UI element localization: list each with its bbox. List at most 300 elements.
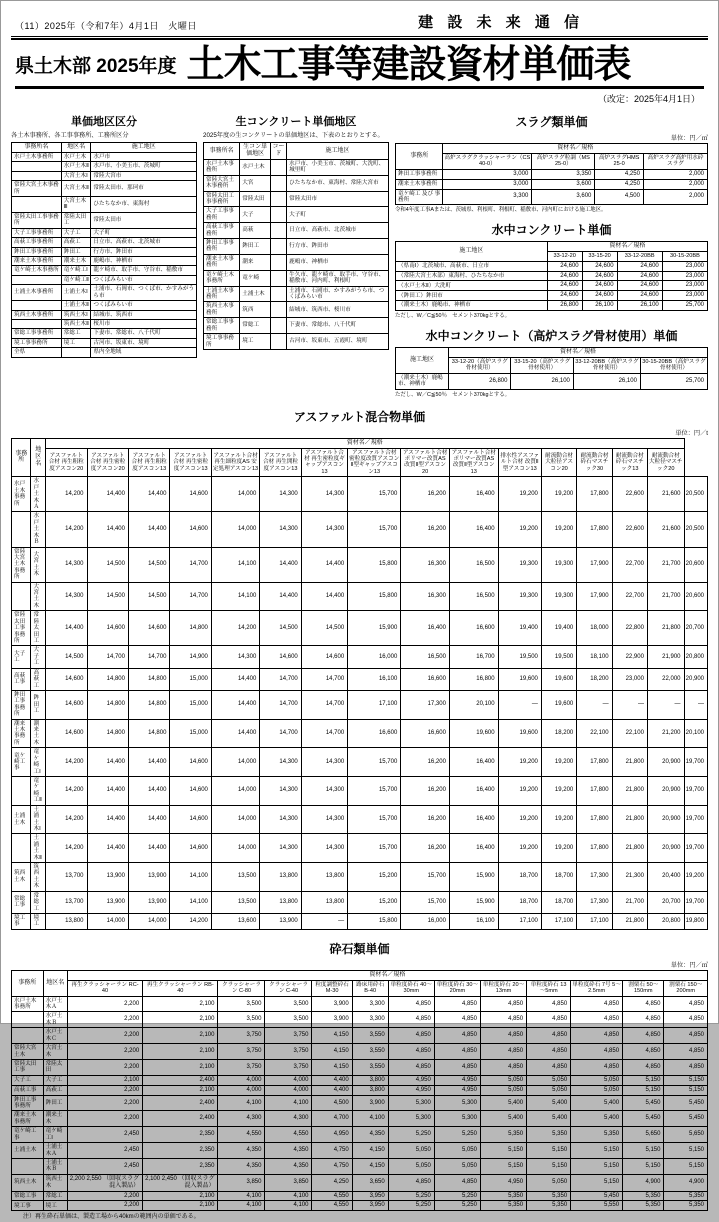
cell-value: 21,800 — [612, 777, 647, 806]
cell-value: 23,000 — [662, 291, 707, 301]
row-label: 竜ケ崎工Ⅰ — [31, 748, 46, 777]
cell-value: 4,550 — [312, 1191, 352, 1201]
cell-value: 14,000 — [211, 805, 259, 834]
cell-value: 16,600 — [449, 611, 498, 646]
cell-value: 19,300 — [541, 582, 576, 611]
table-row — [12, 748, 708, 777]
cell-value: 3,800 — [352, 1075, 388, 1085]
cell-value: 5,150 — [664, 1075, 708, 1085]
cell-value: 15,700 — [348, 477, 401, 512]
cell-value: 19,800 — [684, 914, 707, 930]
cell-value: 19,500 — [498, 646, 541, 668]
suichu-col-area: 施工地区 — [396, 242, 548, 261]
row-label — [12, 512, 31, 547]
cell-value: 16,300 — [401, 582, 450, 611]
cell-value: 14,200 — [46, 777, 87, 806]
table-row — [204, 270, 389, 286]
cell-value: 16,000 — [401, 914, 450, 930]
row-label: 常陸太田工事事務所 — [12, 212, 62, 228]
asphalt-table — [11, 438, 708, 930]
cell-value: 19,700 — [684, 777, 707, 806]
cell-value: 14,200 — [46, 512, 87, 547]
table-row — [12, 319, 197, 328]
cell-value: 2,350 — [143, 1158, 218, 1174]
cell-value: 14,300 — [301, 805, 347, 834]
suichu-con-note: ただし、W／C≦50％ セメント370kgとする。 — [395, 313, 511, 320]
cell-value: 14,400 — [87, 748, 128, 777]
cell-value: 2,200 — [67, 1095, 142, 1111]
cell-value: 20,900 — [647, 748, 684, 777]
cell-value: 14,600 — [170, 477, 211, 512]
cell-value: 2,200 — [67, 1201, 142, 1211]
cell-value: 18,200 — [541, 719, 576, 748]
row-label: 水戸土木Ａ — [31, 477, 46, 512]
cell-value: 4,350 — [218, 1158, 265, 1174]
cell-value: 19,200 — [498, 512, 541, 547]
cell-value: 3,850 — [265, 1174, 312, 1191]
cell-value: 14,400 — [128, 834, 169, 863]
col-header: 単粒度砕石 30～20mm — [434, 980, 480, 996]
cell-value: 13,800 — [301, 891, 347, 913]
cell-value: 2,100 — [143, 1044, 218, 1060]
cell-value: 17,800 — [577, 777, 612, 806]
cell-value: 19,300 — [498, 582, 541, 611]
col-header: 耐流動合材 大粒径マスチック20 — [647, 448, 684, 477]
cell-value: 14,800 — [87, 668, 128, 690]
cell-value: 16,400 — [401, 611, 450, 646]
row-label: 土浦土木Ⅱ — [31, 834, 46, 863]
cell-value: 2,000 — [643, 179, 707, 189]
cell-value: 25,700 — [662, 301, 707, 311]
row-label — [270, 270, 286, 286]
cell-value: 14,600 — [260, 646, 301, 668]
cell-value: 16,200 — [401, 477, 450, 512]
cell-value: 5,350 — [664, 1191, 708, 1201]
nama-con-note: 2025年度の生コンクリートの単価地区は、下表のとおりとする。 — [203, 132, 384, 139]
table-row — [12, 228, 197, 237]
cell-value: 13,500 — [211, 863, 259, 892]
cell-value: 5,150 — [527, 1158, 571, 1174]
row-label: 高萩工事 — [12, 668, 31, 690]
cell-value: 19,200 — [498, 748, 541, 777]
table-row — [12, 582, 708, 611]
col-header: 生コン単価地区 — [240, 143, 271, 160]
cell-value: — — [577, 690, 612, 719]
table-row — [396, 189, 708, 205]
cell-value: 5,150 — [571, 1174, 623, 1191]
table-row — [12, 1111, 708, 1127]
cell-value: 14,600 — [170, 834, 211, 863]
cell-value: 15,900 — [449, 863, 498, 892]
cell-value: 16,800 — [449, 668, 498, 690]
cell-value: 4,850 — [388, 1012, 434, 1028]
col-header: アスファルト合材 ポリマー改質AS改質Ⅱ型アスコン13 — [449, 448, 498, 477]
row-label: 鹿嶋市、神栖市 — [91, 257, 197, 266]
col-header: アスファルト合材 再生粗粒度アスコン20 — [46, 448, 87, 477]
cell-value: 4,100 — [265, 1191, 312, 1201]
cell-value: 19,200 — [541, 477, 576, 512]
row-label: 大子工 — [61, 228, 91, 237]
table-row — [396, 179, 708, 189]
suichu-slag-note: ただし、W／C≦50％ セメント370kgとする。 — [395, 391, 511, 398]
cell-value: 4,850 — [527, 1012, 571, 1028]
section-title-suichu-con: 水中コンクリート単価 — [491, 223, 612, 238]
table-row — [396, 281, 708, 291]
row-label: 常陸太田 — [240, 191, 271, 207]
row-label: 下妻市、常総市、八千代町 — [287, 318, 389, 334]
cell-value: 17,800 — [577, 805, 612, 834]
cell-value: 4,850 — [388, 1044, 434, 1060]
cell-value: 21,300 — [612, 863, 647, 892]
cell-value: 14,600 — [46, 668, 87, 690]
row-label: 土浦土木Ⅰ — [61, 285, 91, 301]
row-label: 筑西土木 — [12, 863, 31, 892]
cell-value: 16,400 — [449, 477, 498, 512]
cell-value: 4,950 — [388, 1075, 434, 1085]
section-title-asphalt: アスファルト混合物単価 — [293, 409, 426, 424]
row-label: 高萩工事事務所 — [12, 238, 62, 247]
table-row — [12, 611, 708, 646]
cell-value: 4,850 — [434, 1059, 480, 1075]
cell-value: 13,900 — [128, 863, 169, 892]
cell-value: 14,400 — [301, 547, 347, 582]
slag-note: 令和4年度工事Aまたは、茨城県、利根町、利根町、稲敷市、河内町における施工地区。 — [395, 207, 607, 214]
cell-value: 14,700 — [301, 719, 347, 748]
cell-value: 5,150 — [527, 1143, 571, 1159]
cell-value: 15,700 — [348, 805, 401, 834]
row-label — [270, 207, 286, 223]
cell-value: 14,500 — [128, 547, 169, 582]
row-label: 土浦土木Ａ — [43, 1143, 67, 1159]
table-row — [12, 547, 708, 582]
table-row — [12, 1174, 708, 1191]
page-title — [1, 46, 718, 84]
row-label: 龍ケ崎市、取手市、守谷市、稲敷市 — [91, 266, 197, 275]
paper-name: 建 設 未 来 通 信 — [418, 14, 584, 31]
cell-value: 5,450 — [571, 1191, 623, 1201]
cell-value: 5,050 — [571, 1085, 623, 1095]
saiseki-colgroup: 資材名／規格 — [67, 970, 707, 980]
table-row — [12, 181, 197, 197]
row-label: 古河市、坂東市、境町 — [91, 338, 197, 347]
col-header: 粒度調整砕石 M-30 — [312, 980, 352, 996]
table-header-row — [12, 448, 708, 477]
table-row — [204, 223, 389, 239]
row-label: 大宮土木 — [43, 1044, 67, 1060]
cell-value: 14,200 — [46, 805, 87, 834]
masthead-rule — [11, 36, 708, 37]
row-label: 鉾田工事事務所 — [12, 690, 31, 719]
cell-value: 4,000 — [218, 1085, 265, 1095]
row-label: 筑西土木事務所 — [204, 302, 240, 318]
col-header: 30-15-20BB — [662, 252, 707, 261]
cell-value: 3,300 — [352, 1012, 388, 1028]
cell-value: 18,100 — [577, 646, 612, 668]
cell-value: 17,100 — [541, 914, 576, 930]
cell-value: 5,350 — [623, 1201, 664, 1211]
cell-value: 24,600 — [617, 261, 662, 271]
cell-value: 14,400 — [87, 834, 128, 863]
cell-value: 5,400 — [480, 1095, 526, 1111]
row-label: 筑西土木Ⅰ — [61, 310, 91, 319]
row-label: 竜ケ崎土木事務所 — [12, 266, 62, 275]
row-label: 境工事事務所 — [204, 334, 240, 350]
cell-value: 16,300 — [401, 547, 450, 582]
cell-value: 5,400 — [480, 1111, 526, 1127]
cell-value: 19,600 — [541, 668, 576, 690]
cell-value: 4,850 — [571, 996, 623, 1012]
cell-value: 14,500 — [260, 611, 301, 646]
cell-value: 24,600 — [582, 281, 617, 291]
cell-value: 19,200 — [684, 863, 707, 892]
table-row — [396, 261, 708, 271]
row-label — [270, 223, 286, 239]
table-row — [12, 197, 197, 213]
row-label: 鉾田工事事務所 — [204, 239, 240, 255]
masthead-rule-thick — [11, 38, 708, 40]
cell-value: 19,200 — [498, 834, 541, 863]
cell-value: 5,050 — [388, 1158, 434, 1174]
cell-value: 5,050 — [571, 1075, 623, 1085]
table-row — [12, 338, 197, 347]
row-label: 大子工 — [31, 646, 46, 668]
table-row — [396, 271, 708, 281]
cell-value: 19,200 — [498, 477, 541, 512]
row-label: つくばみらい市 — [91, 275, 197, 284]
cell-value: 14,400 — [260, 582, 301, 611]
cell-value: 14,000 — [211, 777, 259, 806]
table-row — [12, 1059, 708, 1075]
saiseki-table — [11, 970, 708, 1212]
row-label: 鉾田工事事務所 — [12, 1095, 44, 1111]
table-row — [12, 212, 197, 228]
cell-value: 16,500 — [449, 547, 498, 582]
row-label: 竜ケ崎工Ⅱ — [31, 777, 46, 806]
suichu-slag-col-area: 施工地区 — [396, 348, 449, 374]
row-label: 水戸土木事務所 — [12, 996, 44, 1012]
cell-value: 4,850 — [623, 1044, 664, 1060]
masthead — [1, 1, 718, 34]
cell-value: 5,150 — [623, 1085, 664, 1095]
row-label — [270, 286, 286, 302]
col-header: 33-12-20BB — [617, 252, 662, 261]
cell-value: 4,850 — [571, 1059, 623, 1075]
table-row — [12, 238, 197, 247]
row-label: 常陸太田 — [43, 1059, 67, 1075]
cell-value: 4,850 — [480, 1012, 526, 1028]
saiseki-col-office: 事務所 — [12, 970, 44, 996]
cell-value: 2,100 — [143, 1028, 218, 1044]
table-row — [12, 329, 197, 338]
cell-value: 14,800 — [128, 690, 169, 719]
cell-value: 13,900 — [260, 914, 301, 930]
row-label: 桜川市 — [91, 319, 197, 328]
table-row — [204, 302, 389, 318]
cell-value: 16,600 — [401, 719, 450, 748]
table-row — [12, 1191, 708, 1201]
cell-value: 17,300 — [577, 863, 612, 892]
cell-value: 13,500 — [211, 891, 259, 913]
row-label: 日立市、高萩市、北茨城市 — [91, 238, 197, 247]
table-row — [396, 301, 708, 311]
col-header: 高炉スラグ高炉用水砕スラグ — [643, 153, 707, 169]
cell-value: 15,800 — [348, 547, 401, 582]
cell-value: — — [612, 690, 647, 719]
row-label: 鉾田工 — [31, 690, 46, 719]
nama-con-table — [203, 142, 389, 350]
table-row — [12, 266, 197, 275]
row-label: 常総工事事務所 — [12, 329, 62, 338]
col-header: 高炉スラグHMS 25-0 — [595, 153, 644, 169]
cell-value: 4,850 — [480, 996, 526, 1012]
row-label: 竜ケ崎工事 — [12, 748, 31, 777]
asphalt-col-office: 事務所 — [12, 438, 31, 477]
cell-value: 18,700 — [541, 863, 576, 892]
cell-value: 3,350 — [532, 169, 595, 179]
row-label: 水戸土木Ａ — [43, 996, 67, 1012]
cell-value: 19,700 — [684, 891, 707, 913]
issue-date: （11）2025年（令和7年）4月1日 火曜日 — [15, 21, 197, 31]
table-row — [12, 891, 708, 913]
cell-value: 4,850 — [388, 996, 434, 1012]
row-label: （水戸土木Ⅱ）大洗町 — [396, 281, 548, 291]
cell-value: 4,850 — [388, 1174, 434, 1191]
suichu-colgroup: 資材名／規格 — [547, 242, 707, 252]
cell-value: 14,600 — [170, 748, 211, 777]
cell-value: 21,600 — [647, 512, 684, 547]
cell-value: 5,150 — [664, 1158, 708, 1174]
cell-value: 4,850 — [388, 1028, 434, 1044]
cell-value: 22,800 — [612, 611, 647, 646]
cell-value: 5,300 — [434, 1095, 480, 1111]
row-label: 水戸市、小美玉市、茨城町 — [91, 162, 197, 171]
cell-value: 14,300 — [260, 805, 301, 834]
cell-value: 2,200 — [67, 1111, 142, 1127]
col-header: アスファルト合材 ポリマー改質AS改質Ⅱ型アスコン20 — [401, 448, 450, 477]
cell-value: 5,150 — [623, 1158, 664, 1174]
cell-value: 20,900 — [647, 777, 684, 806]
section-asphalt — [1, 398, 718, 930]
row-label: 大宮土木 — [31, 547, 46, 582]
cell-value: 24,600 — [547, 281, 582, 291]
cell-value: 4,850 — [664, 1012, 708, 1028]
row-label: 土浦土木 — [12, 1143, 44, 1159]
cell-value: 2,400 — [143, 1095, 218, 1111]
cell-value: 4,100 — [265, 1095, 312, 1111]
cell-value: 14,400 — [128, 477, 169, 512]
cell-value: 24,600 — [582, 291, 617, 301]
cell-value: 14,300 — [260, 834, 301, 863]
cell-value: 17,900 — [577, 547, 612, 582]
saiseki-col-area: 地区名 — [43, 970, 67, 996]
cell-value: 14,000 — [211, 477, 259, 512]
cell-value: 4,850 — [664, 1028, 708, 1044]
cell-value: 4,950 — [312, 1127, 352, 1143]
cell-value: 14,600 — [46, 690, 87, 719]
row-label: 大子工事事務所 — [12, 228, 62, 237]
revision-date: （改定：2025年4月1日） — [597, 94, 700, 104]
cell-value: 24,600 — [547, 261, 582, 271]
cell-value: 21,900 — [647, 646, 684, 668]
cell-value: 14,300 — [260, 477, 301, 512]
cell-value: 14,700 — [301, 690, 347, 719]
row-label — [270, 302, 286, 318]
cell-value: 4,950 — [388, 1085, 434, 1095]
cell-value: 24,600 — [547, 291, 582, 301]
cell-value: 26,800 — [547, 301, 582, 311]
cell-value: — — [647, 690, 684, 719]
row-label: 竜ケ崎工Ⅰ — [61, 266, 91, 275]
cell-value: 16,200 — [401, 512, 450, 547]
cell-value: 26,100 — [511, 373, 573, 389]
row-label: 大宮土木 — [31, 582, 46, 611]
row-label: 水戸土木事務所 — [12, 152, 62, 161]
row-label: 高萩工事事務所 — [204, 223, 240, 239]
cell-value: 4,850 — [527, 1044, 571, 1060]
cell-value: 4,850 — [480, 1044, 526, 1060]
cell-value: 15,000 — [170, 668, 211, 690]
cell-value: 14,600 — [87, 611, 128, 646]
cell-value: 16,400 — [449, 748, 498, 777]
cell-value: 18,000 — [577, 611, 612, 646]
cell-value: 4,850 — [623, 1028, 664, 1044]
table-row — [204, 239, 389, 255]
cell-value: 4,150 — [352, 1158, 388, 1174]
asphalt-unit: 単位：円／t — [675, 429, 708, 437]
cell-value: 14,800 — [87, 690, 128, 719]
row-label: 土浦土木事務所 — [204, 286, 240, 302]
row-label — [12, 197, 62, 213]
saiseki-footnote: 注）再生砕石単価は、製造工場から40kmの範囲内の単価である。 — [23, 1214, 200, 1221]
cell-value: 5,050 — [480, 1075, 526, 1085]
row-label: 土浦土木Ｂ — [43, 1158, 67, 1174]
cell-value: 22,600 — [612, 512, 647, 547]
cell-value: 3,550 — [352, 1044, 388, 1060]
row-label: 大宮土木Ⅲ — [61, 197, 91, 213]
cell-value: 18,200 — [577, 668, 612, 690]
cell-value: 24,600 — [617, 281, 662, 291]
tanka-chiku-table — [11, 142, 197, 358]
cell-value: 5,650 — [664, 1127, 708, 1143]
cell-value: 21,700 — [612, 891, 647, 913]
col-header: コード — [270, 143, 286, 160]
cell-value: 3,600 — [532, 189, 595, 205]
table-header-row — [396, 144, 708, 154]
row-label: 大子 — [240, 207, 271, 223]
cell-value: 4,750 — [312, 1158, 352, 1174]
row-label: 竜ケ崎工Ⅱ — [61, 275, 91, 284]
row-label: 常陸太田工事事務所 — [12, 611, 31, 646]
row-label: 土浦土木Ⅰ — [31, 805, 46, 834]
row-label: 常陸太田工事事務所 — [204, 191, 240, 207]
row-label: （潮来土木）鹿嶋市、神栖市 — [396, 301, 548, 311]
row-label — [12, 1012, 44, 1028]
row-label: 常陸大宮土木 — [12, 1044, 44, 1060]
row-label — [12, 582, 31, 611]
cell-value: 14,300 — [46, 547, 87, 582]
col-header: アスファルト合材 再生細粒度AS 安定処理アスコン13 — [211, 448, 259, 477]
cell-value: 26,100 — [573, 373, 640, 389]
row-label: 土浦土木Ⅱ — [61, 301, 91, 310]
cell-value: 17,100 — [498, 914, 541, 930]
row-label: 土浦土木 — [12, 805, 31, 834]
cell-value: 3,900 — [312, 996, 352, 1012]
row-label: 日立市、高萩市、北茨城市 — [287, 223, 389, 239]
table-row — [12, 1012, 708, 1028]
section-saiseki — [1, 930, 718, 1222]
cell-value: 16,500 — [401, 646, 450, 668]
cell-value: 18,700 — [498, 863, 541, 892]
